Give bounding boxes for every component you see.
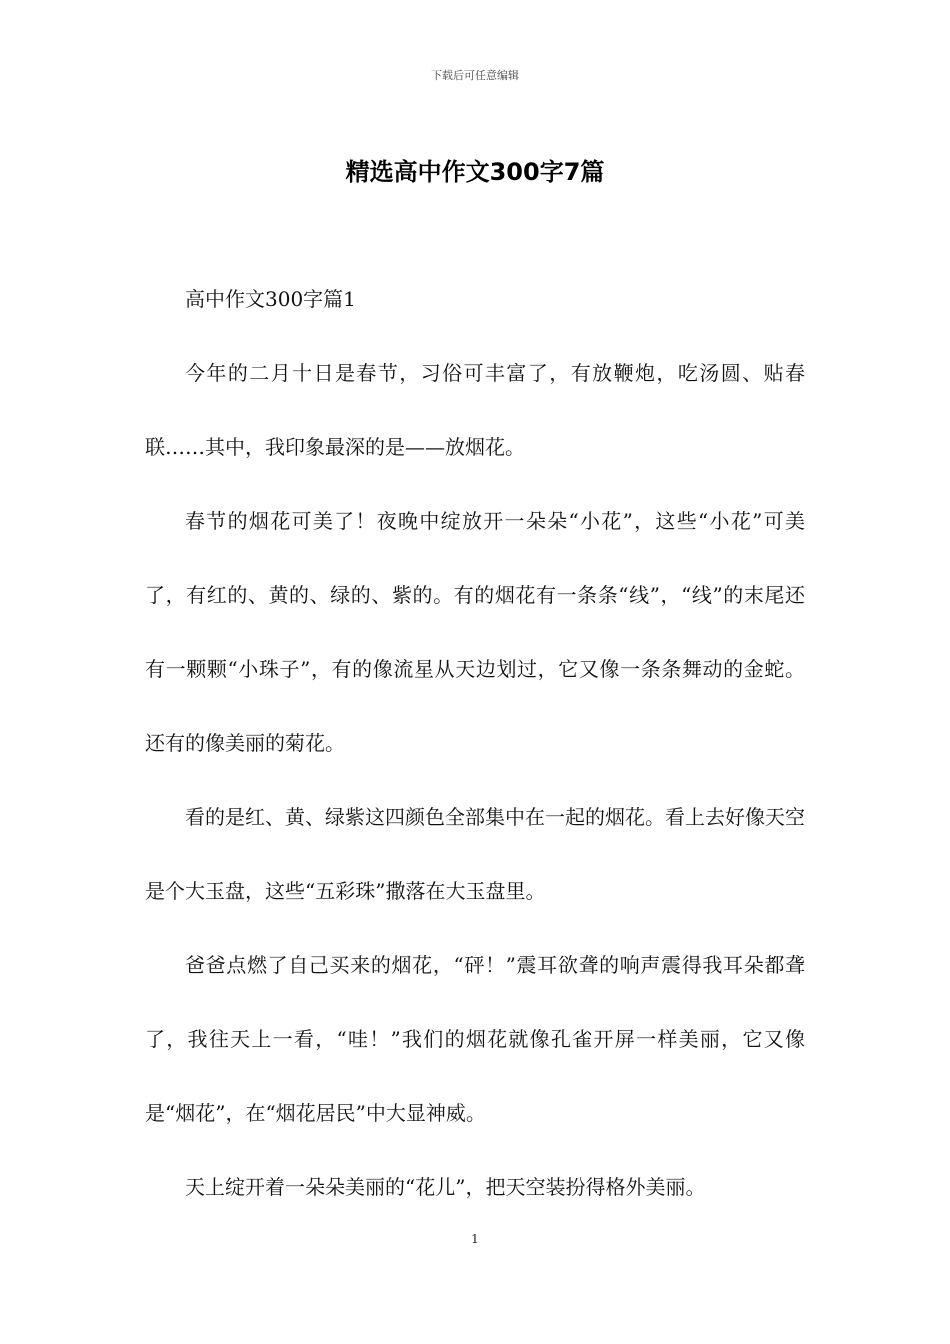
page-number: 1 — [471, 1232, 479, 1246]
paragraph: 今年的二月十日是春节，习俗可丰富了，有放鞭炮，吃汤圆、贴春联……其中，我印象最深的是——放烟花。 — [145, 361, 805, 459]
document-title: 精选高中作文300字7篇 — [345, 158, 605, 186]
section-heading: 高中作文300字篇1 — [185, 287, 356, 311]
paragraph: 春节的烟花可美了！夜晚中绽放开一朵朵“小花”，这些“小花”可美了，有红的、黄的、绿的、紫的。有的烟花有一条条“线”，“线”的末尾还有一颗颗“小珠子”，有的像流星从天边划过，它又像一条条舞动的金蛇。还有的像美丽的菊花。 — [145, 509, 805, 755]
paragraph: 看的是红、黄、绿紫这四颜色全部集中在一起的烟花。看上去好像天空是个大玉盘，这些“五彩珠”撒落在大玉盘里。 — [145, 805, 805, 903]
document-body — [145, 262, 805, 1224]
paragraph: 爸爸点燃了自己买来的烟花，“砰！”震耳欲聋的响声震得我耳朵都聋了，我往天上一看，“哇！”我们的烟花就像孔雀开屏一样美丽，它又像是“烟花”，在“烟花居民”中大显神威。 — [145, 953, 805, 1125]
header-note: 下载后可任意编辑 — [431, 69, 519, 82]
paragraph: 天上绽开着一朵朵美丽的“花儿”，把天空装扮得格外美丽。 — [185, 1175, 706, 1199]
